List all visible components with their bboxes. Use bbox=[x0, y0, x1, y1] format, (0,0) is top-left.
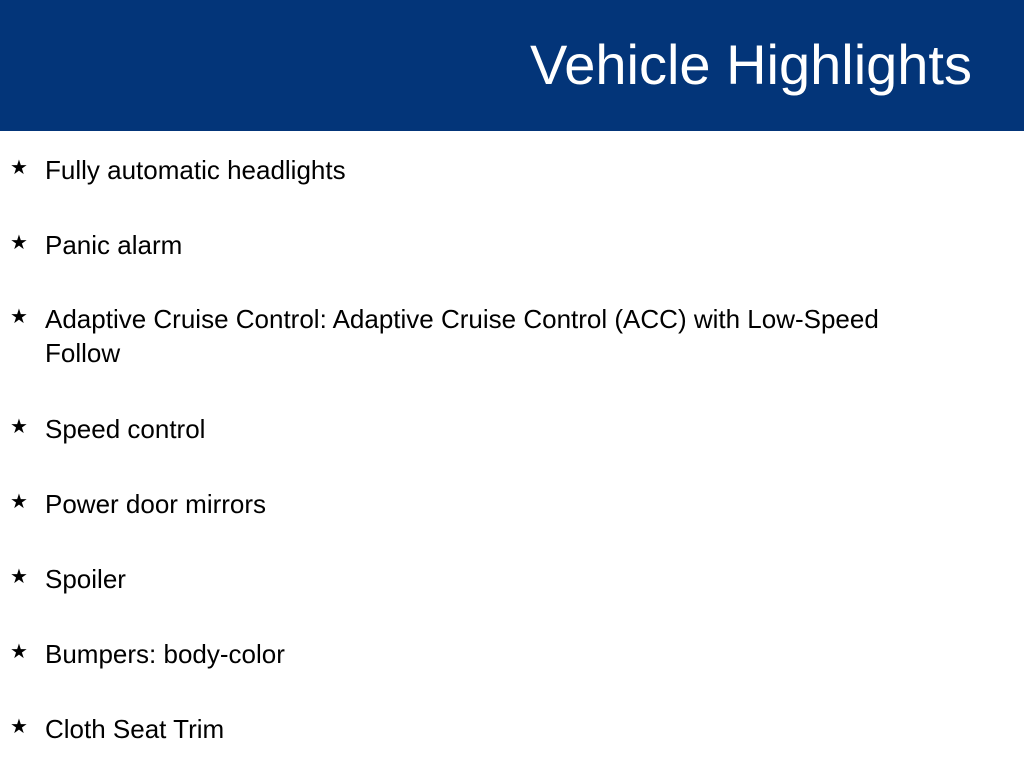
list-item-label: Adaptive Cruise Control: Adaptive Cruise Control (ACC) with Low-Speed Follow bbox=[45, 304, 879, 368]
star-icon: ★ bbox=[10, 566, 28, 588]
star-icon: ★ bbox=[10, 232, 28, 254]
list-item-label: Speed control bbox=[45, 414, 206, 444]
page-title: Vehicle Highlights bbox=[529, 33, 972, 96]
star-icon: ★ bbox=[10, 491, 28, 513]
star-icon: ★ bbox=[10, 416, 28, 438]
star-icon: ★ bbox=[10, 157, 28, 179]
list-item-label: Fully automatic headlights bbox=[45, 155, 346, 185]
list-item-label: Power door mirrors bbox=[45, 489, 267, 519]
star-icon: ★ bbox=[10, 716, 28, 738]
star-icon: ★ bbox=[10, 306, 28, 328]
star-icon: ★ bbox=[10, 641, 28, 663]
list-item-label: Spoiler bbox=[45, 564, 126, 594]
list-item-label: Bumpers: body-color bbox=[45, 639, 285, 669]
list-item-label: Panic alarm bbox=[45, 230, 183, 260]
header-banner bbox=[0, 0, 1024, 131]
list-item-label: Cloth Seat Trim bbox=[45, 714, 225, 744]
